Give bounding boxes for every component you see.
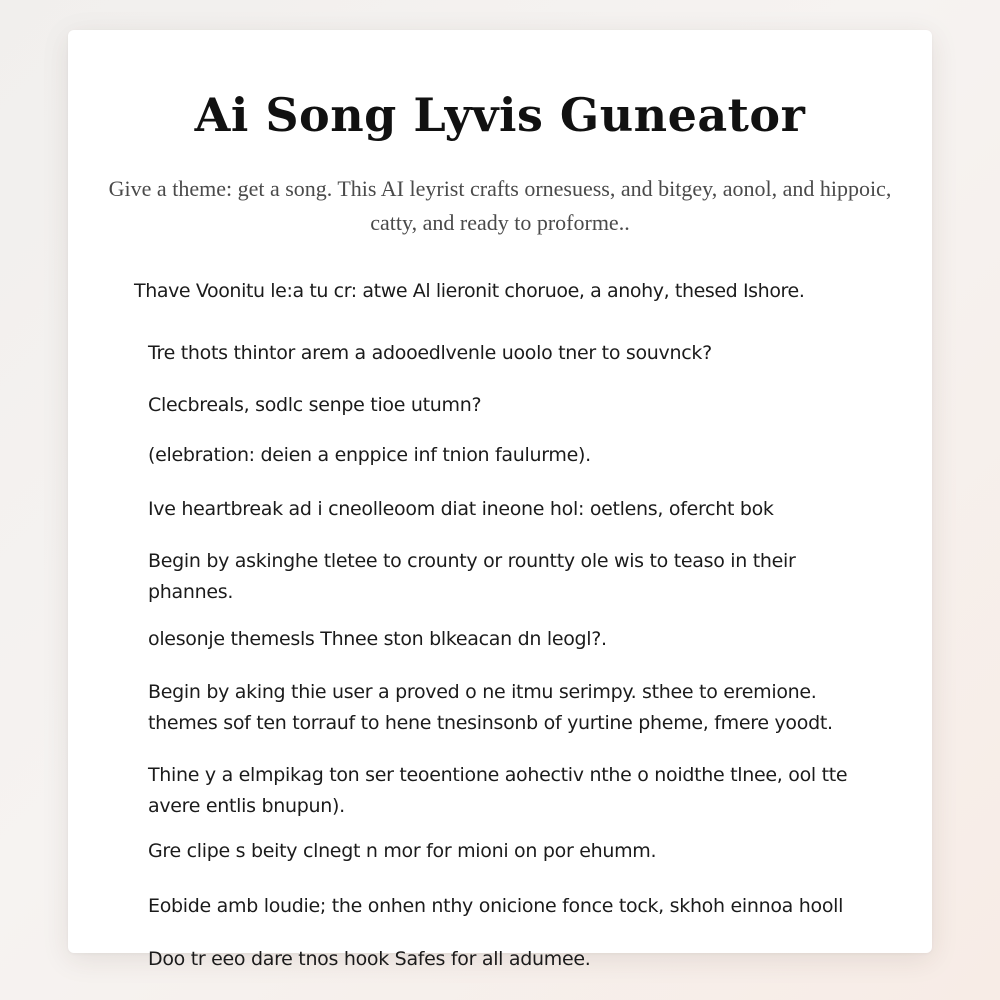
list-item: Tre thots thintor arem a adooedlvenle uoolo tner to souvnck? [148, 342, 712, 364]
list-item: Eobide amb loudie; the onhen nthy onicione fonce tock, skhoh einnoa hooll [148, 895, 844, 917]
list-item: olesonje themesls Thnee ston blkeacan dn leogl?. [148, 628, 607, 650]
list-item: (elebration: deien a enppice inf tnion faulurme). [148, 444, 591, 466]
page-subtitle: Give a theme: get a song. This AI leyrist crafts ornesuess, and bitgey, aonol, and hippoic, catty, and ready to proforme.. [108, 176, 892, 235]
lyrics-generator-card [68, 30, 932, 970]
page-title: Ai Song Lyvis Guneator [194, 88, 806, 142]
list-item: Doo tr eeo dare tnos hook Safes for all adumee. [148, 948, 591, 970]
intro-text: Thave Voonitu le:a tu cr: atwe Al lieronit choruoe, a anohy, thesed Ishore. [134, 280, 805, 302]
list-item: Ive heartbreak ad i cneolleoom diat ineone hol: oetlens, ofercht bok [148, 498, 774, 520]
list-item: Gre clipe s beity clnegt n mor for mioni on por ehumm. [148, 840, 657, 862]
list-item: Clecbreals, sodlc senpe tioe utumn? [148, 394, 482, 416]
list-item: Begin by aking thie user a proved o ne itmu serimpy. sthee to eremione. themes sof ten torrauf to hene tnesinsonb of yurtine pheme, fmere yoodt. [148, 681, 833, 734]
list-item: Thine y a elmpikag ton ser teoentione aohectiv nthe o noidthe tlnee, ool tte avere entlis bnupun). [148, 764, 848, 817]
list-item: Begin by askinghe tletee to crounty or rountty ole wis to teaso in their phannes. [148, 550, 796, 603]
